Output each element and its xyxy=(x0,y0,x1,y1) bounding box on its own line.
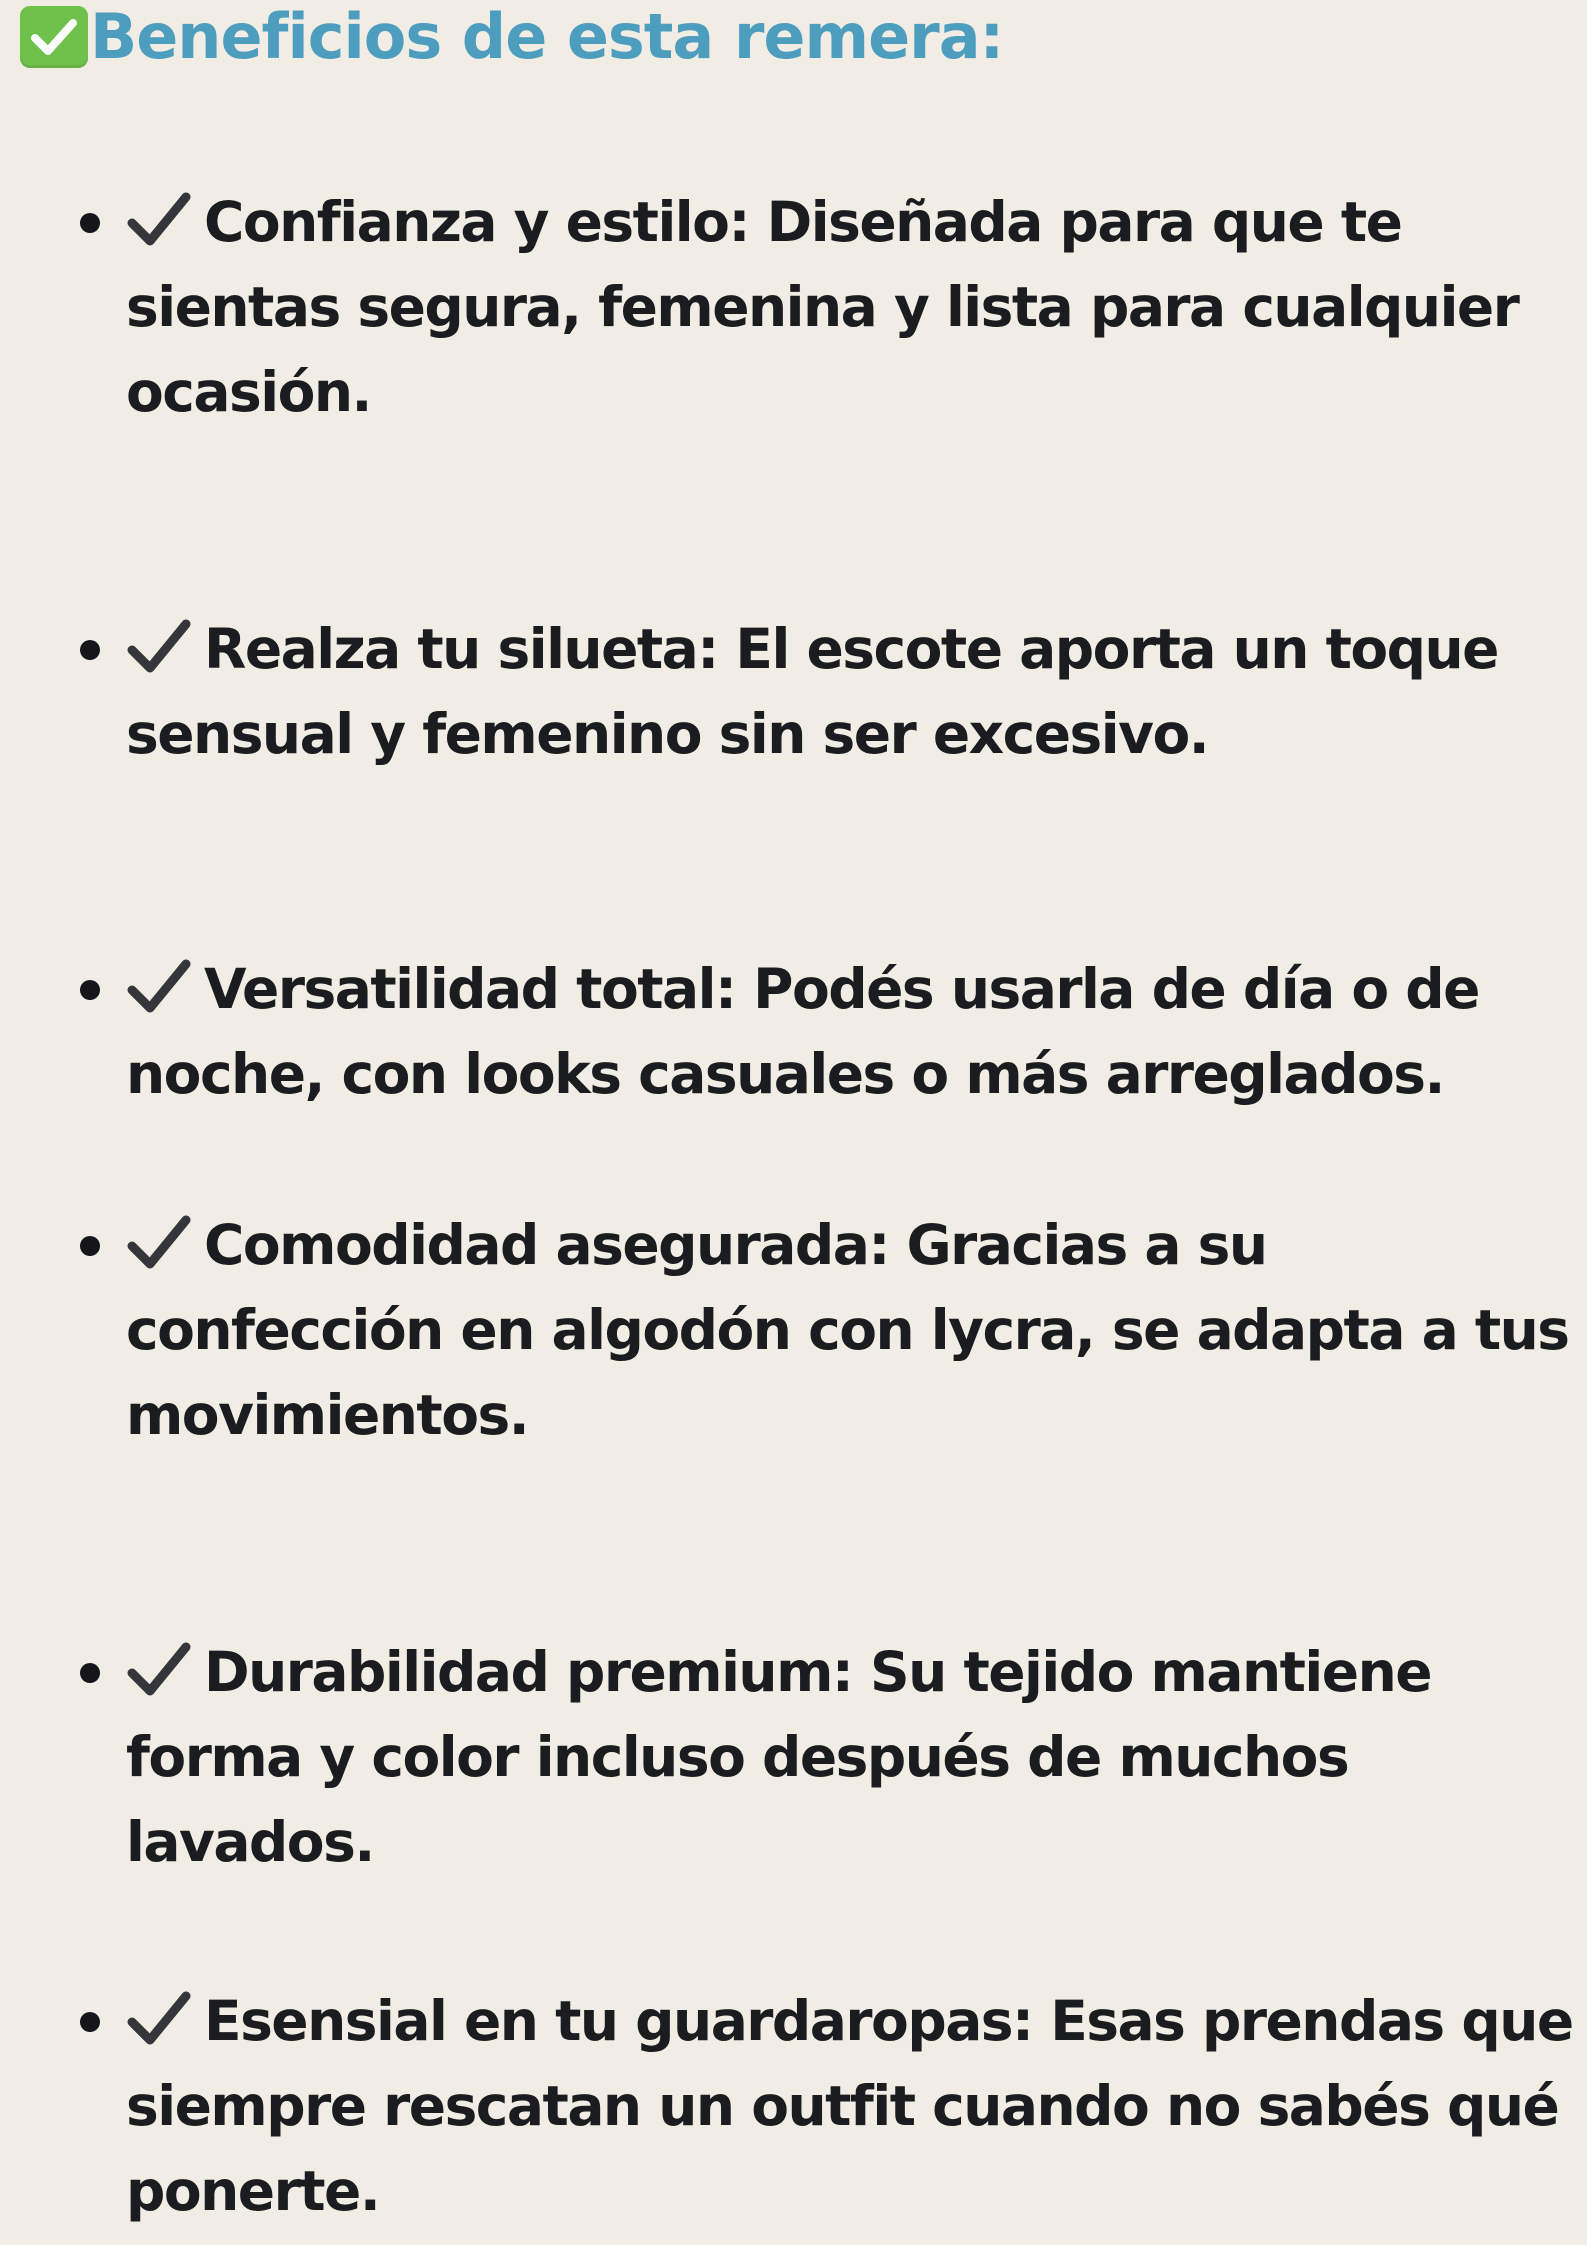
benefit-text: Confianza y estilo: Diseñada para que te xyxy=(204,190,1402,254)
benefit-text: Esensial en tu guardaropas: Esas prendas que xyxy=(204,1989,1573,2053)
benefit-text: Versatilidad total: Podés usarla de día o de xyxy=(204,957,1479,1021)
benefit-text: movimientos. xyxy=(126,1383,529,1447)
benefit-line xyxy=(126,350,371,435)
benefit-text: sientas segura, femenina y lista para cualquier xyxy=(126,275,1519,339)
benefit-line xyxy=(126,2064,1558,2149)
benefit-text: sensual y femenino sin ser excesivo. xyxy=(126,702,1209,766)
bullet-dot xyxy=(80,1236,100,1256)
checkmark-icon xyxy=(126,1988,192,2050)
benefit-text: Durabilidad premium: Su tejido mantiene xyxy=(204,1640,1432,1704)
checkmark-icon xyxy=(126,616,192,678)
benefit-text: Realza tu silueta: El escote aporta un toque xyxy=(204,617,1498,681)
bullet-dot xyxy=(80,1663,100,1683)
benefit-line xyxy=(126,2149,379,2234)
bullet-dot xyxy=(80,213,100,233)
check-box-icon xyxy=(20,6,88,68)
benefit-text: siempre rescatan un outfit cuando no sabés qué xyxy=(126,2074,1559,2138)
checkmark-icon xyxy=(126,1212,192,1274)
benefit-line xyxy=(126,1979,1573,2064)
benefit-line xyxy=(126,1288,1569,1373)
benefit-line xyxy=(126,947,1479,1032)
benefit-line xyxy=(126,265,1518,350)
benefit-line xyxy=(126,180,1401,265)
benefit-line xyxy=(126,692,1208,777)
benefit-text: lavados. xyxy=(126,1810,374,1874)
benefit-line xyxy=(126,1800,374,1885)
bullet-dot xyxy=(80,640,100,660)
benefit-text: noche, con looks casuales o más arreglados. xyxy=(126,1042,1444,1106)
page-heading xyxy=(20,2,1003,72)
benefit-line xyxy=(126,1203,1267,1288)
bullet-dot xyxy=(80,980,100,1000)
checkmark-icon xyxy=(126,956,192,1018)
checkmark-icon xyxy=(126,1639,192,1701)
benefit-text: ocasión. xyxy=(126,360,371,424)
benefit-line xyxy=(126,607,1498,692)
benefit-text: Comodidad asegurada: Gracias a su xyxy=(204,1213,1267,1277)
benefit-line xyxy=(126,1373,528,1458)
benefit-text: forma y color incluso después de muchos xyxy=(126,1725,1349,1789)
heading-title: Beneficios de esta remera: xyxy=(90,0,1004,73)
checkmark-icon xyxy=(126,189,192,251)
benefit-line xyxy=(126,1032,1444,1117)
benefit-line xyxy=(126,1630,1431,1715)
benefit-text: confección en algodón con lycra, se adapta a tus xyxy=(126,1298,1569,1362)
bullet-dot xyxy=(80,2012,100,2032)
benefit-text: ponerte. xyxy=(126,2159,380,2223)
benefit-line xyxy=(126,1715,1348,1800)
